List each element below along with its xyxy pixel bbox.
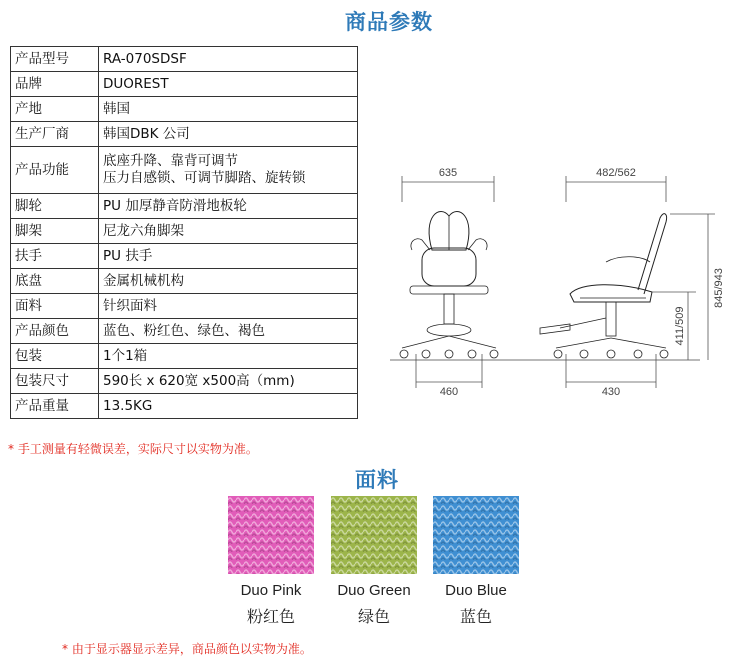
table-row — [11, 394, 358, 419]
dim-side-depth: 482/562 — [596, 167, 636, 179]
spec-value: 韩国DBK 公司 — [99, 122, 358, 147]
spec-value: 13.5KG — [99, 394, 358, 419]
fabric-swatch-green — [331, 496, 417, 574]
spec-label: 产品功能 — [11, 147, 99, 194]
chair-front-view — [400, 167, 498, 398]
dim-total-height: 845/943 — [713, 268, 725, 308]
spec-label: 产品重量 — [11, 394, 99, 419]
spec-label: 脚架 — [11, 219, 99, 244]
spec-value: RA-070SDSF — [99, 47, 358, 72]
table-row — [11, 72, 358, 97]
spec-value: 尼龙六角脚架 — [99, 219, 358, 244]
fabric-name-en: Duo Pink — [240, 582, 302, 599]
chair-dimension-drawing — [370, 158, 740, 398]
section-title-params: 商品参数 — [345, 10, 433, 34]
table-row — [11, 269, 358, 294]
spec-value-line-2: 压力自感锁、可调节脚踏、旋转锁 — [103, 170, 306, 186]
spec-value: 金属机械机构 — [99, 269, 358, 294]
table-row — [11, 147, 358, 194]
fabric-name-en: Duo Blue — [445, 582, 507, 599]
spec-value: DUOREST — [99, 72, 358, 97]
dim-seat-height: 411/509 — [674, 306, 686, 346]
spec-label: 脚轮 — [11, 194, 99, 219]
fabric-swatch-pink — [228, 496, 314, 574]
dim-front-width: 635 — [438, 167, 458, 179]
spec-label: 产品型号 — [11, 47, 99, 72]
spec-value: 1个1箱 — [99, 344, 358, 369]
table-row — [11, 194, 358, 219]
spec-value: 韩国 — [99, 97, 358, 122]
table-row — [11, 294, 358, 319]
spec-value: 蓝色、粉红色、绿色、褐色 — [99, 319, 358, 344]
spec-label: 包装 — [11, 344, 99, 369]
spec-value: 590长 x 620宽 x500高（mm) — [99, 369, 358, 394]
section-title-fabric: 面料 — [355, 468, 399, 492]
fabric-name-cn: 蓝色 — [459, 607, 492, 626]
spec-value: PU 加厚静音防滑地板轮 — [99, 194, 358, 219]
fabric-swatch-blue — [433, 496, 519, 574]
spec-table — [10, 46, 358, 419]
table-row — [11, 369, 358, 394]
table-row — [11, 219, 358, 244]
fabric-name-cn: 粉红色 — [246, 607, 295, 626]
spec-label: 产品颜色 — [11, 319, 99, 344]
table-row — [11, 47, 358, 72]
spec-value — [99, 147, 358, 194]
table-row — [11, 344, 358, 369]
dim-base-front: 460 — [439, 386, 459, 398]
color-display-note: * 由于显示器显示差异，商品颜色以实物为准。 — [62, 642, 312, 656]
dim-base-side: 430 — [601, 386, 621, 398]
spec-label: 生产厂商 — [11, 122, 99, 147]
spec-value: 针织面料 — [99, 294, 358, 319]
spec-label: 底盘 — [11, 269, 99, 294]
table-row — [11, 122, 358, 147]
spec-label: 包装尺寸 — [11, 369, 99, 394]
spec-value-line-1: 底座升降、靠背可调节 — [103, 153, 238, 169]
table-row — [11, 97, 358, 122]
fabric-name-en: Duo Green — [337, 582, 411, 599]
spec-label: 品牌 — [11, 72, 99, 97]
table-row — [11, 319, 358, 344]
measurement-note: * 手工测量有轻微误差，实际尺寸以实物为准。 — [8, 442, 258, 456]
spec-value: PU 扶手 — [99, 244, 358, 269]
chair-side-view — [540, 167, 725, 398]
fabric-name-cn: 绿色 — [357, 607, 390, 626]
table-row — [11, 244, 358, 269]
spec-label: 扶手 — [11, 244, 99, 269]
spec-label: 产地 — [11, 97, 99, 122]
spec-label: 面料 — [11, 294, 99, 319]
